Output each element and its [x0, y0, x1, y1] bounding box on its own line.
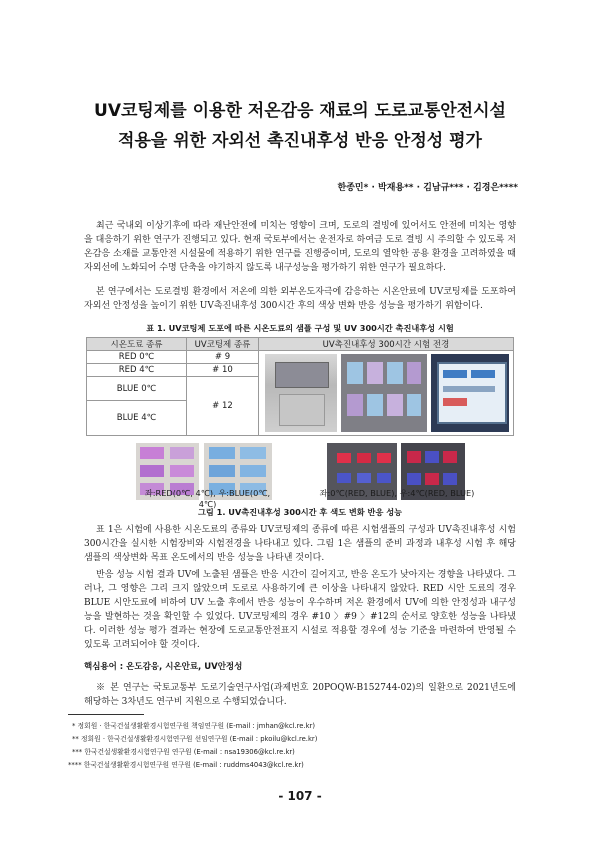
figure-left-label: 좌:RED(0℃, 4℃), 우:BLUE(0℃, 4℃)	[144, 488, 271, 509]
table-header-coating: UV코팅제 종류	[187, 338, 259, 351]
table-photo-cell	[259, 351, 514, 436]
table-cell-coating: # 9	[187, 351, 259, 364]
body-paragraph-2: 반응 성능 시험 결과 UV에 노출된 샘플은 반응 시간이 길어지고, 반응 온도가 낮아지는 경향을 나타냈다. 그러나, 그 영향은 그리 크지 않았으며 도로로 사용하기에 큰 이상을 나타내지 않았다. RED 시안 도료의 경우 BLUE 시안도료에 비하여 UV 노출 후에서 반응 성능이 우수하며 저온 환경에서 UV에 의한 안정성과 내구성능을 발현하는 것을 확인할 수 있었다. UV코팅제의 경우 #10 〉#9 〉#12의 순서로 양호한 성능을 나타냈다. 이러한 성능 평가 결과는 현장에 도로교통안전표지 시설로 적용할 경우에 성능 기준을 마련하여 반영될 수 있도록 고려되어야 할 것이다.	[84, 570, 516, 650]
footnote: **** 한국건설생활환경시험연구원 연구원 (E-mail : ruddms4043@kcl.re.kr)	[68, 761, 304, 769]
footnote: ** 정회원 · 한국건설생활환경시험연구원 선임연구원 (E-mail : pkoilu@kcl.re.kr)	[72, 735, 318, 743]
table-cell-paint: BLUE 0℃	[87, 377, 187, 401]
table-cell-coating: # 10	[187, 364, 259, 377]
paper-title-line-2: 적용을 위한 자외선 촉진내후성 반응 안정성 평가	[118, 131, 482, 151]
footnote: *** 한국건설생활환경시험연구원 연구원 (E-mail : nsa19306@kcl.re.kr)	[72, 748, 295, 756]
footnote: * 정회원 · 한국건설생활환경시험연구원 책임연구원 (E-mail : jmhan@kcl.re.kr)	[72, 722, 315, 730]
sample-rack-photo	[341, 354, 427, 432]
uv-chamber-photo	[265, 354, 337, 432]
figure-1-caption: 그림 1. UV촉진내후성 300시간 후 색도 변화 반응 성능	[197, 507, 403, 517]
author-list: 한종민* · 박재용** · 김남규*** · 김경은****	[337, 183, 518, 193]
table-header-paint: 시온도료 종류	[87, 338, 187, 351]
table-1-caption: 표 1. UV코팅제 도포에 따른 시온도료의 샘플 구성 및 UV 300시간 촉진내후성 시험	[146, 323, 454, 333]
table-header-test: UV촉진내후성 300시간 시험 전경	[259, 338, 514, 351]
acknowledgement: ※ 본 연구는 국토교통부 도로기술연구사업(과제번호 20POQW-B152744-02)의 일환으로 2021년도에 해당하는 3차년도 연구비 지원으로 수행되었습니다.	[84, 683, 516, 707]
footnote-divider	[68, 714, 144, 715]
intro-paragraph-1: 최근 국내외 이상기후에 따라 재난안전에 미치는 영향이 크며, 도로의 결빙에 있어서도 안전에 미치는 영향을 대응하기 위한 연구가 진행되고 있다. 현재 국토부에서는 운전자로 하여금 도로 결빙 시 주의할 수 있도록 저온감응 소재를 교통안전 시설물에 적용하기 위한 연구를 진행중이며, 도로의 열악한 공용 환경을 고려하였을 때 자외선에 노화되어 수명 단축을 야기하지 않도록 내구성능을 평가하기 위한 연구가 필요하다.	[84, 221, 516, 273]
figure-right-label: 좌:0℃(RED, BLUE), 우:4℃(RED, BLUE)	[319, 488, 475, 498]
table-cell-paint: RED 4℃	[87, 364, 187, 377]
intro-paragraph-2: 본 연구에서는 도로결빙 환경에서 저온에 의한 외부온도자극에 감응하는 시온안료에 UV코팅제를 도포하여 자외선 안정성을 높이기 위한 UV촉진내후성 300시간 후의 색상 변화 반응 성능을 평가하기 위함이다.	[84, 287, 516, 311]
keywords: 핵심용어 : 온도감응, 시온안료, UV안정성	[84, 662, 243, 672]
table-1	[86, 337, 514, 436]
table-cell-paint: RED 0℃	[87, 351, 187, 364]
page-number: - 107 -	[278, 789, 322, 803]
paper-title-line-1: UV코팅제를 이용한 저온감응 재료의 도로교통안전시설	[94, 101, 506, 121]
body-paragraph-1: 표 1은 시험에 사용한 시온도료의 종류와 UV코팅제의 종류에 따른 시험샘플의 구성과 UV촉진내후성 시험 300시간을 실시한 시험장비와 시험전경을 나타내고 있다. 그림 1은 샘플의 준비 과정과 내후성 시험 후 해당 샘플의 색상변화 목표 온도에서의 반응 성능을 나타낸 것이다.	[84, 525, 516, 563]
controller-screen-photo	[431, 354, 509, 432]
table-cell-coating: # 12	[187, 377, 259, 436]
table-cell-paint: BLUE 4℃	[87, 401, 187, 436]
